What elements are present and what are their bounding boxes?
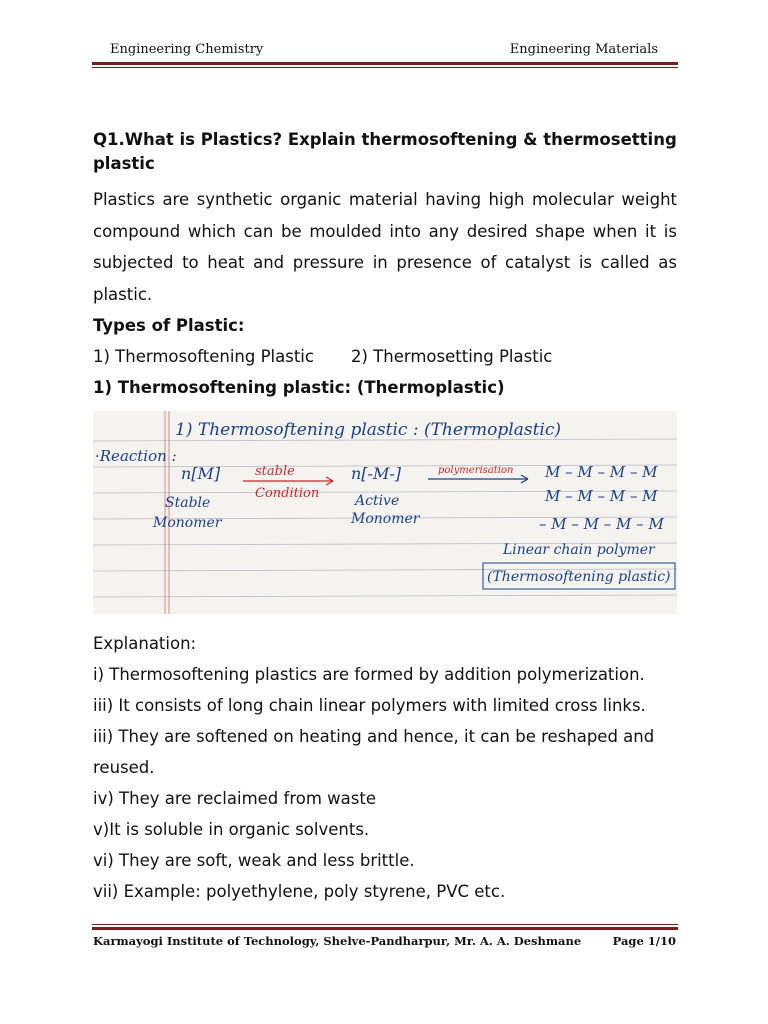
footer-institute: Karmayogi Institute of Technology, Shelve-Pandharpur, Mr. A. A. Deshmane — [93, 934, 582, 948]
definition-paragraph: Plastics are synthetic organic material having high molecular weight compound which can be moulded into any desired shape when it is subjected to heat and pressure in presence of catalyst is called as plastic. — [93, 190, 677, 304]
note-active-1: Active — [355, 493, 400, 509]
type-item-2: 2) Thermosetting Plastic — [351, 347, 553, 366]
question-title: Q1.What is Plastics? Explain thermosoftening & thermosetting plastic — [93, 130, 677, 173]
explanation-section — [93, 628, 677, 907]
note-active-2: Monomer — [351, 511, 420, 527]
note-reactant: n[M] — [181, 464, 221, 483]
page-footer — [93, 934, 676, 948]
explanation-item: reused. — [93, 758, 155, 777]
explanation-item: iv) They are reclaimed from waste — [93, 789, 376, 808]
explanation-item: i) Thermosoftening plastics are formed by addition polymerization. — [93, 665, 645, 684]
type-item-1: 1) Thermosoftening Plastic — [93, 347, 314, 366]
header-subject: Engineering Chemistry — [110, 42, 264, 57]
note-chain-3: – M – M – M – M — [539, 515, 664, 533]
handwritten-note-image — [93, 411, 677, 614]
header-chapter: Engineering Materials — [509, 42, 658, 57]
footer-rule — [92, 927, 678, 930]
note-arrow1-bottom: Condition — [255, 486, 320, 501]
section-heading: 1) Thermosoftening plastic: (Thermoplastic) — [93, 378, 505, 397]
types-heading: Types of Plastic: — [93, 316, 245, 335]
header-rule-thin — [92, 67, 678, 68]
types-list — [93, 341, 677, 372]
note-chain-2: M – M – M – M — [545, 487, 658, 505]
main-content — [93, 128, 677, 907]
page-number: Page 1/10 — [612, 934, 676, 948]
note-svg — [93, 411, 677, 614]
explanation-item: vii) Example: polyethylene, poly styrene, PVC etc. — [93, 882, 506, 901]
note-arrow2: polymerisation — [438, 465, 514, 476]
explanation-item: vi) They are soft, weak and less brittle. — [93, 851, 415, 870]
explanation-heading: Explanation: — [93, 634, 197, 653]
note-reaction-label: ·Reaction : — [95, 447, 177, 465]
note-linear: Linear chain polymer — [503, 542, 655, 558]
note-intermediate: n[-M-] — [351, 464, 401, 483]
note-stable-1: Stable — [165, 495, 211, 511]
explanation-item: iii) They are softened on heating and hence, it can be reshaped and — [93, 727, 655, 746]
note-title: 1) Thermosoftening plastic : (Thermoplastic) — [175, 420, 562, 440]
page-header — [110, 42, 658, 57]
note-chain-1: M – M – M – M — [545, 463, 658, 481]
footer-rule-thin — [92, 924, 678, 925]
explanation-item: v)It is soluble in organic solvents. — [93, 820, 370, 839]
note-stable-2: Monomer — [153, 515, 222, 531]
header-rule — [92, 62, 678, 65]
note-arrow1-top: stable — [255, 464, 295, 479]
note-thermo: (Thermosoftening plastic) — [487, 569, 671, 585]
explanation-item: iii) It consists of long chain linear polymers with limited cross links. — [93, 696, 646, 715]
